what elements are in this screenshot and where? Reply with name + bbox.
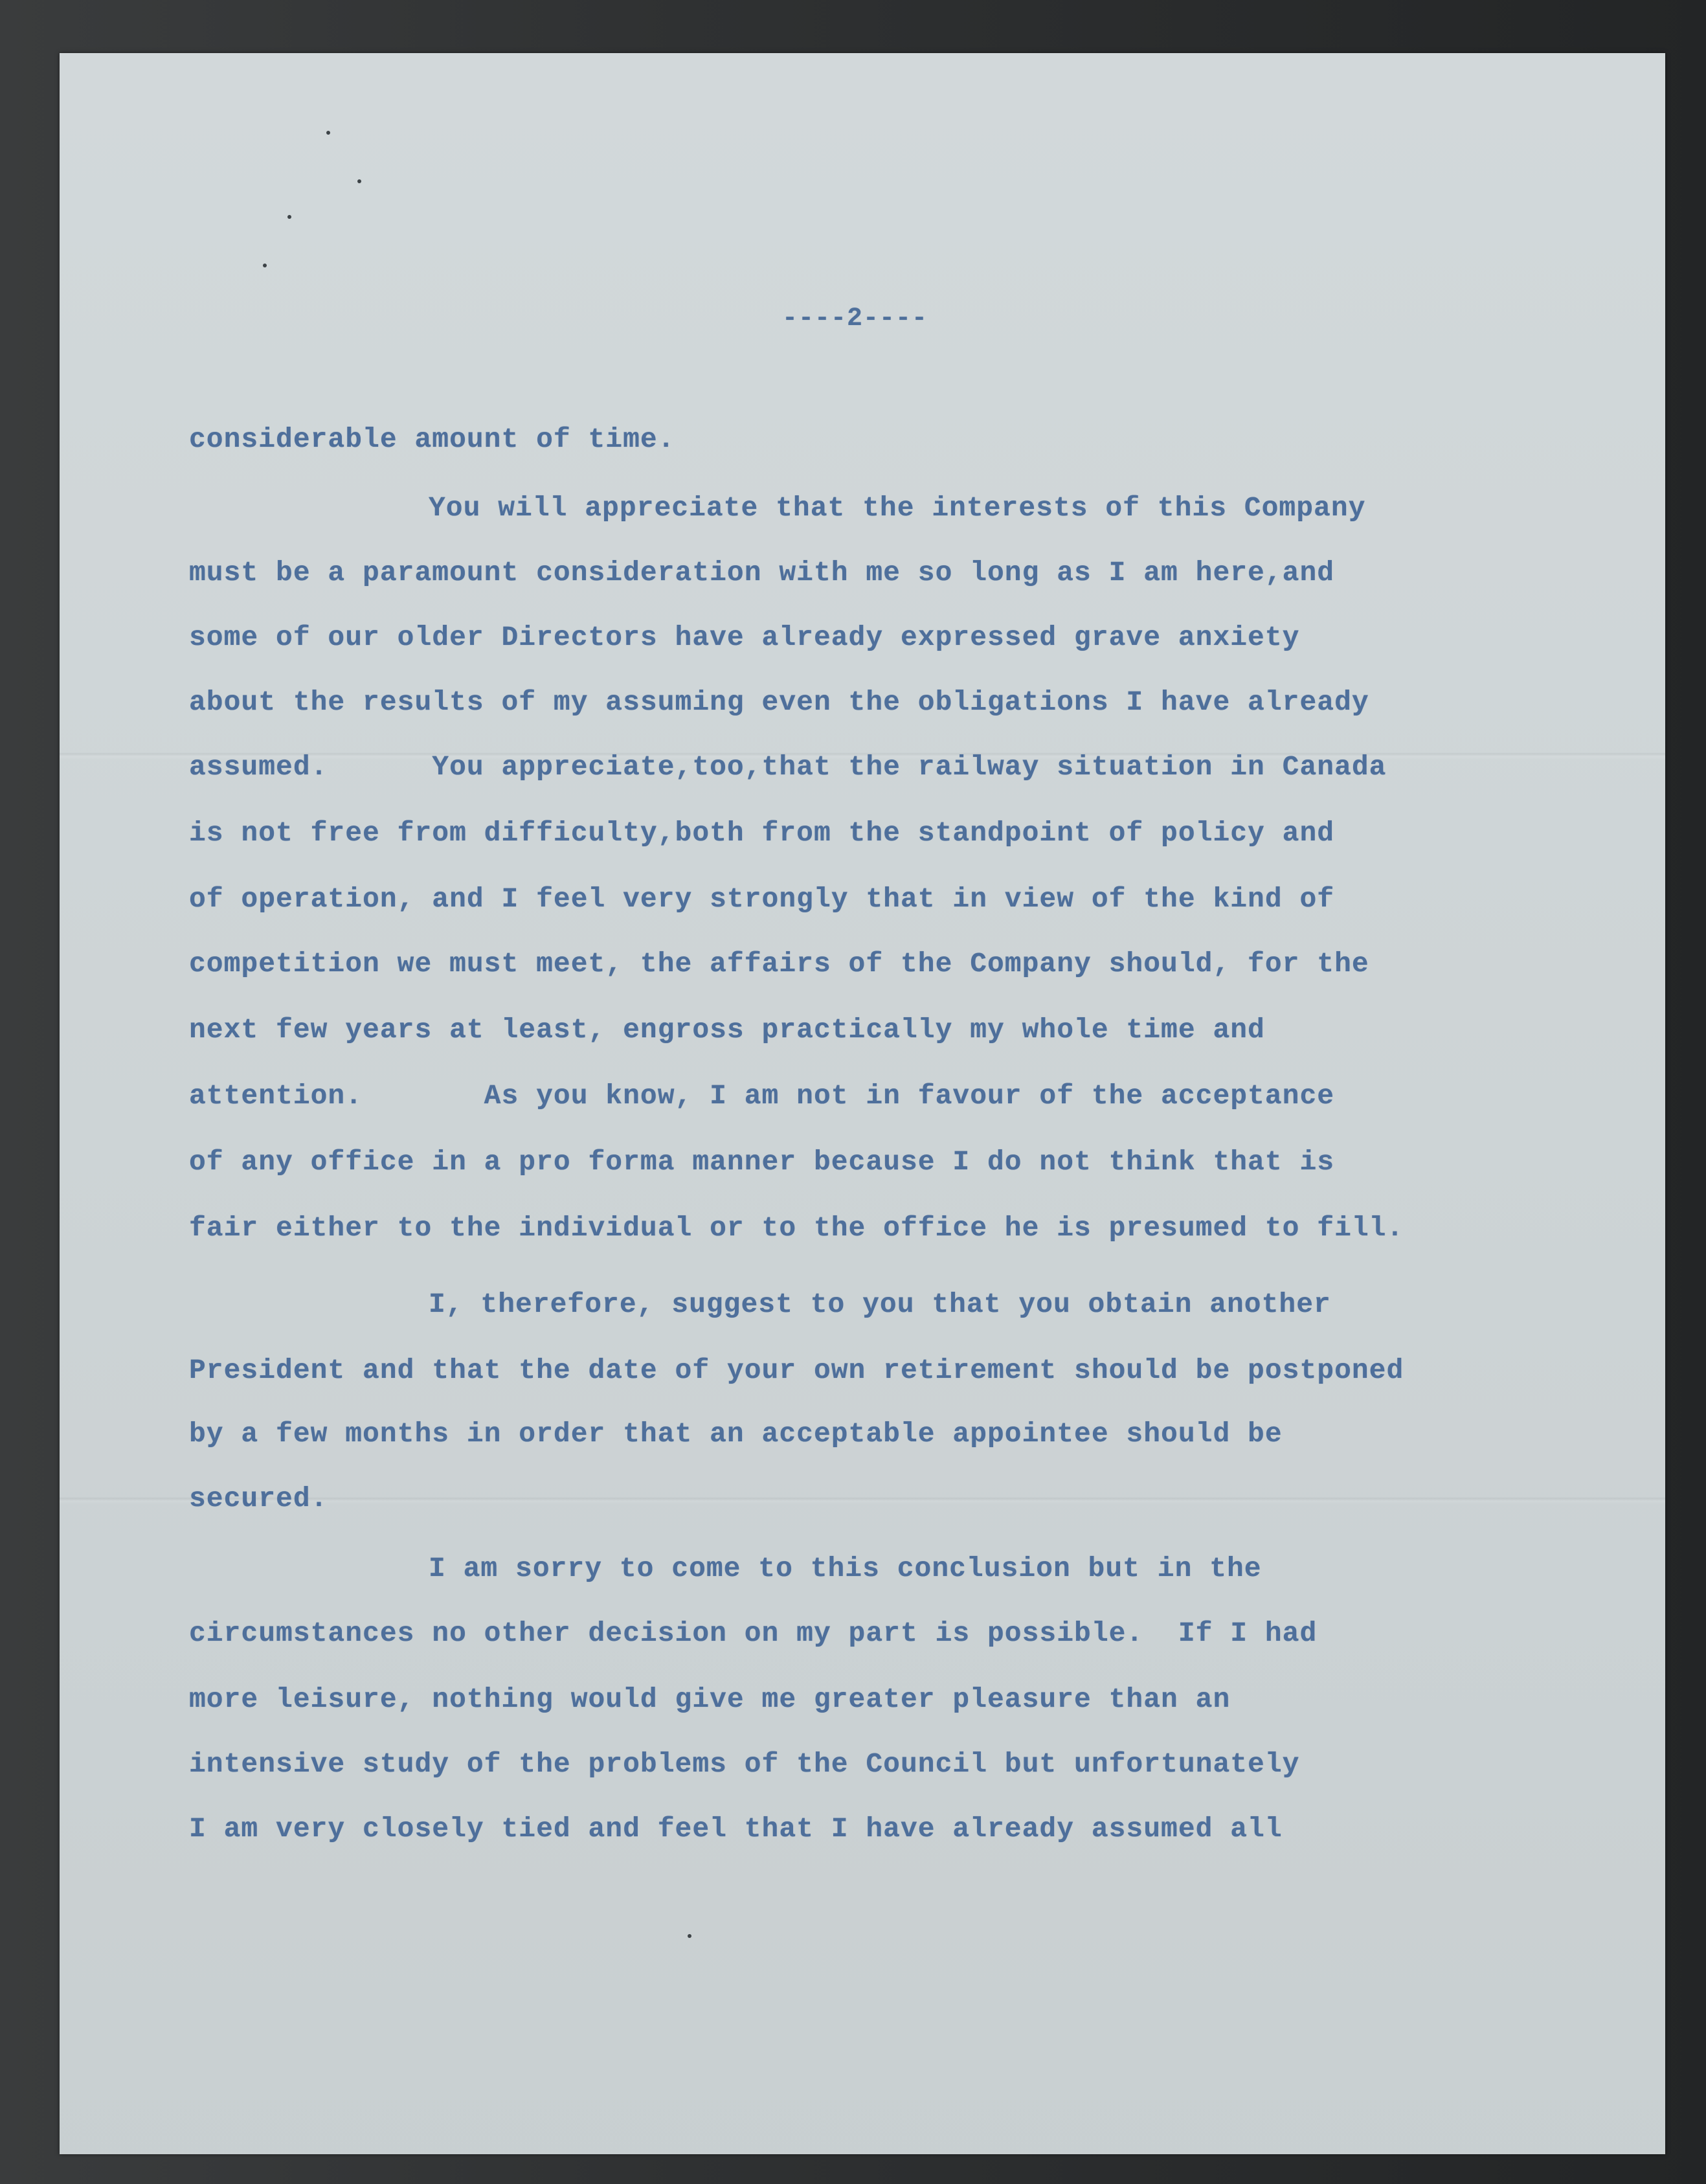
body-line: circumstances no other decision on my part is possible. If I had (189, 1617, 1318, 1649)
body-line: attention. As you know, I am not in favour of the acceptance (189, 1080, 1335, 1112)
body-line: next few years at least, engross practically my whole time and (189, 1014, 1265, 1046)
body-line: I am very closely tied and feel that I have already assumed all (189, 1813, 1283, 1845)
body-line: fair either to the individual or to the office he is presumed to fill. (189, 1212, 1404, 1244)
body-line: competition we must meet, the affairs of the Company should, for the (189, 948, 1369, 980)
body-line: President and that the date of your own retirement should be postponed (189, 1355, 1404, 1386)
body-line: by a few months in order that an acceptable appointee should be (189, 1418, 1283, 1450)
body-line: about the results of my assuming even the obligations I have already (189, 686, 1369, 718)
ink-speck (357, 179, 361, 183)
body-line: intensive study of the problems of the Council but unfortunately (189, 1748, 1300, 1780)
ink-speck (263, 264, 267, 267)
body-line: You will appreciate that the interests of this Company (429, 492, 1366, 524)
page-number: ----2---- (782, 304, 928, 333)
body-line: more leisure, nothing would give me greater pleasure than an (189, 1683, 1231, 1715)
body-line: I am sorry to come to this conclusion but in the (429, 1553, 1262, 1584)
ink-speck (326, 131, 330, 135)
body-line: considerable amount of time. (189, 423, 675, 455)
body-line: I, therefore, suggest to you that you obtain another (429, 1289, 1331, 1320)
body-line: of any office in a pro forma manner because I do not think that is (189, 1146, 1335, 1178)
body-line: must be a paramount consideration with me so long as I am here,and (189, 557, 1335, 589)
body-line: is not free from difficulty,both from the standpoint of policy and (189, 817, 1335, 849)
ink-speck (688, 1934, 691, 1938)
body-line: assumed. You appreciate,too,that the railway situation in Canada (189, 751, 1387, 783)
body-line: of operation, and I feel very strongly that in view of the kind of (189, 883, 1335, 915)
ink-speck (287, 215, 291, 219)
body-line: secured. (189, 1483, 328, 1514)
body-line: some of our older Directors have already expressed grave anxiety (189, 622, 1300, 653)
